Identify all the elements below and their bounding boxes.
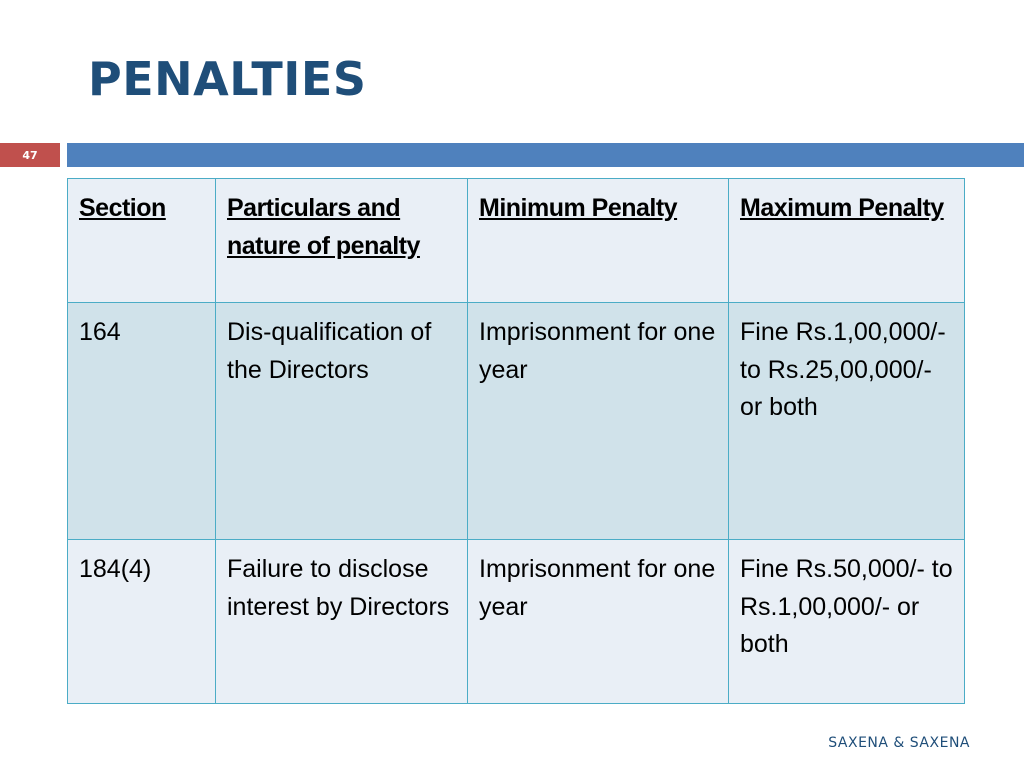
cell-maximum-penalty: Fine Rs.50,000/- to Rs.1,00,000/- or both xyxy=(729,540,965,704)
table-header-row xyxy=(68,179,965,303)
table-row xyxy=(68,303,965,540)
header-section: Section xyxy=(68,179,216,303)
accent-bar xyxy=(67,143,1024,167)
footer-firm-name: SAXENA & SAXENA xyxy=(828,735,970,751)
cell-maximum-penalty: Fine Rs.1,00,000/- to Rs.25,00,000/- or both xyxy=(729,303,965,540)
slide-title: PENALTIES xyxy=(88,52,367,106)
cell-particulars: Failure to disclose interest by Directors xyxy=(216,540,468,704)
cell-particulars: Dis-qualification of the Directors xyxy=(216,303,468,540)
cell-section: 184(4) xyxy=(68,540,216,704)
header-particulars: Particulars and nature of penalty xyxy=(216,179,468,303)
penalties-table xyxy=(67,178,965,704)
header-minimum-penalty: Minimum Penalty xyxy=(468,179,729,303)
table-row xyxy=(68,540,965,704)
cell-minimum-penalty: Imprisonment for one year xyxy=(468,303,729,540)
slide-number: 47 xyxy=(0,143,60,167)
cell-section: 164 xyxy=(68,303,216,540)
header-maximum-penalty: Maximum Penalty xyxy=(729,179,965,303)
cell-minimum-penalty: Imprisonment for one year xyxy=(468,540,729,704)
